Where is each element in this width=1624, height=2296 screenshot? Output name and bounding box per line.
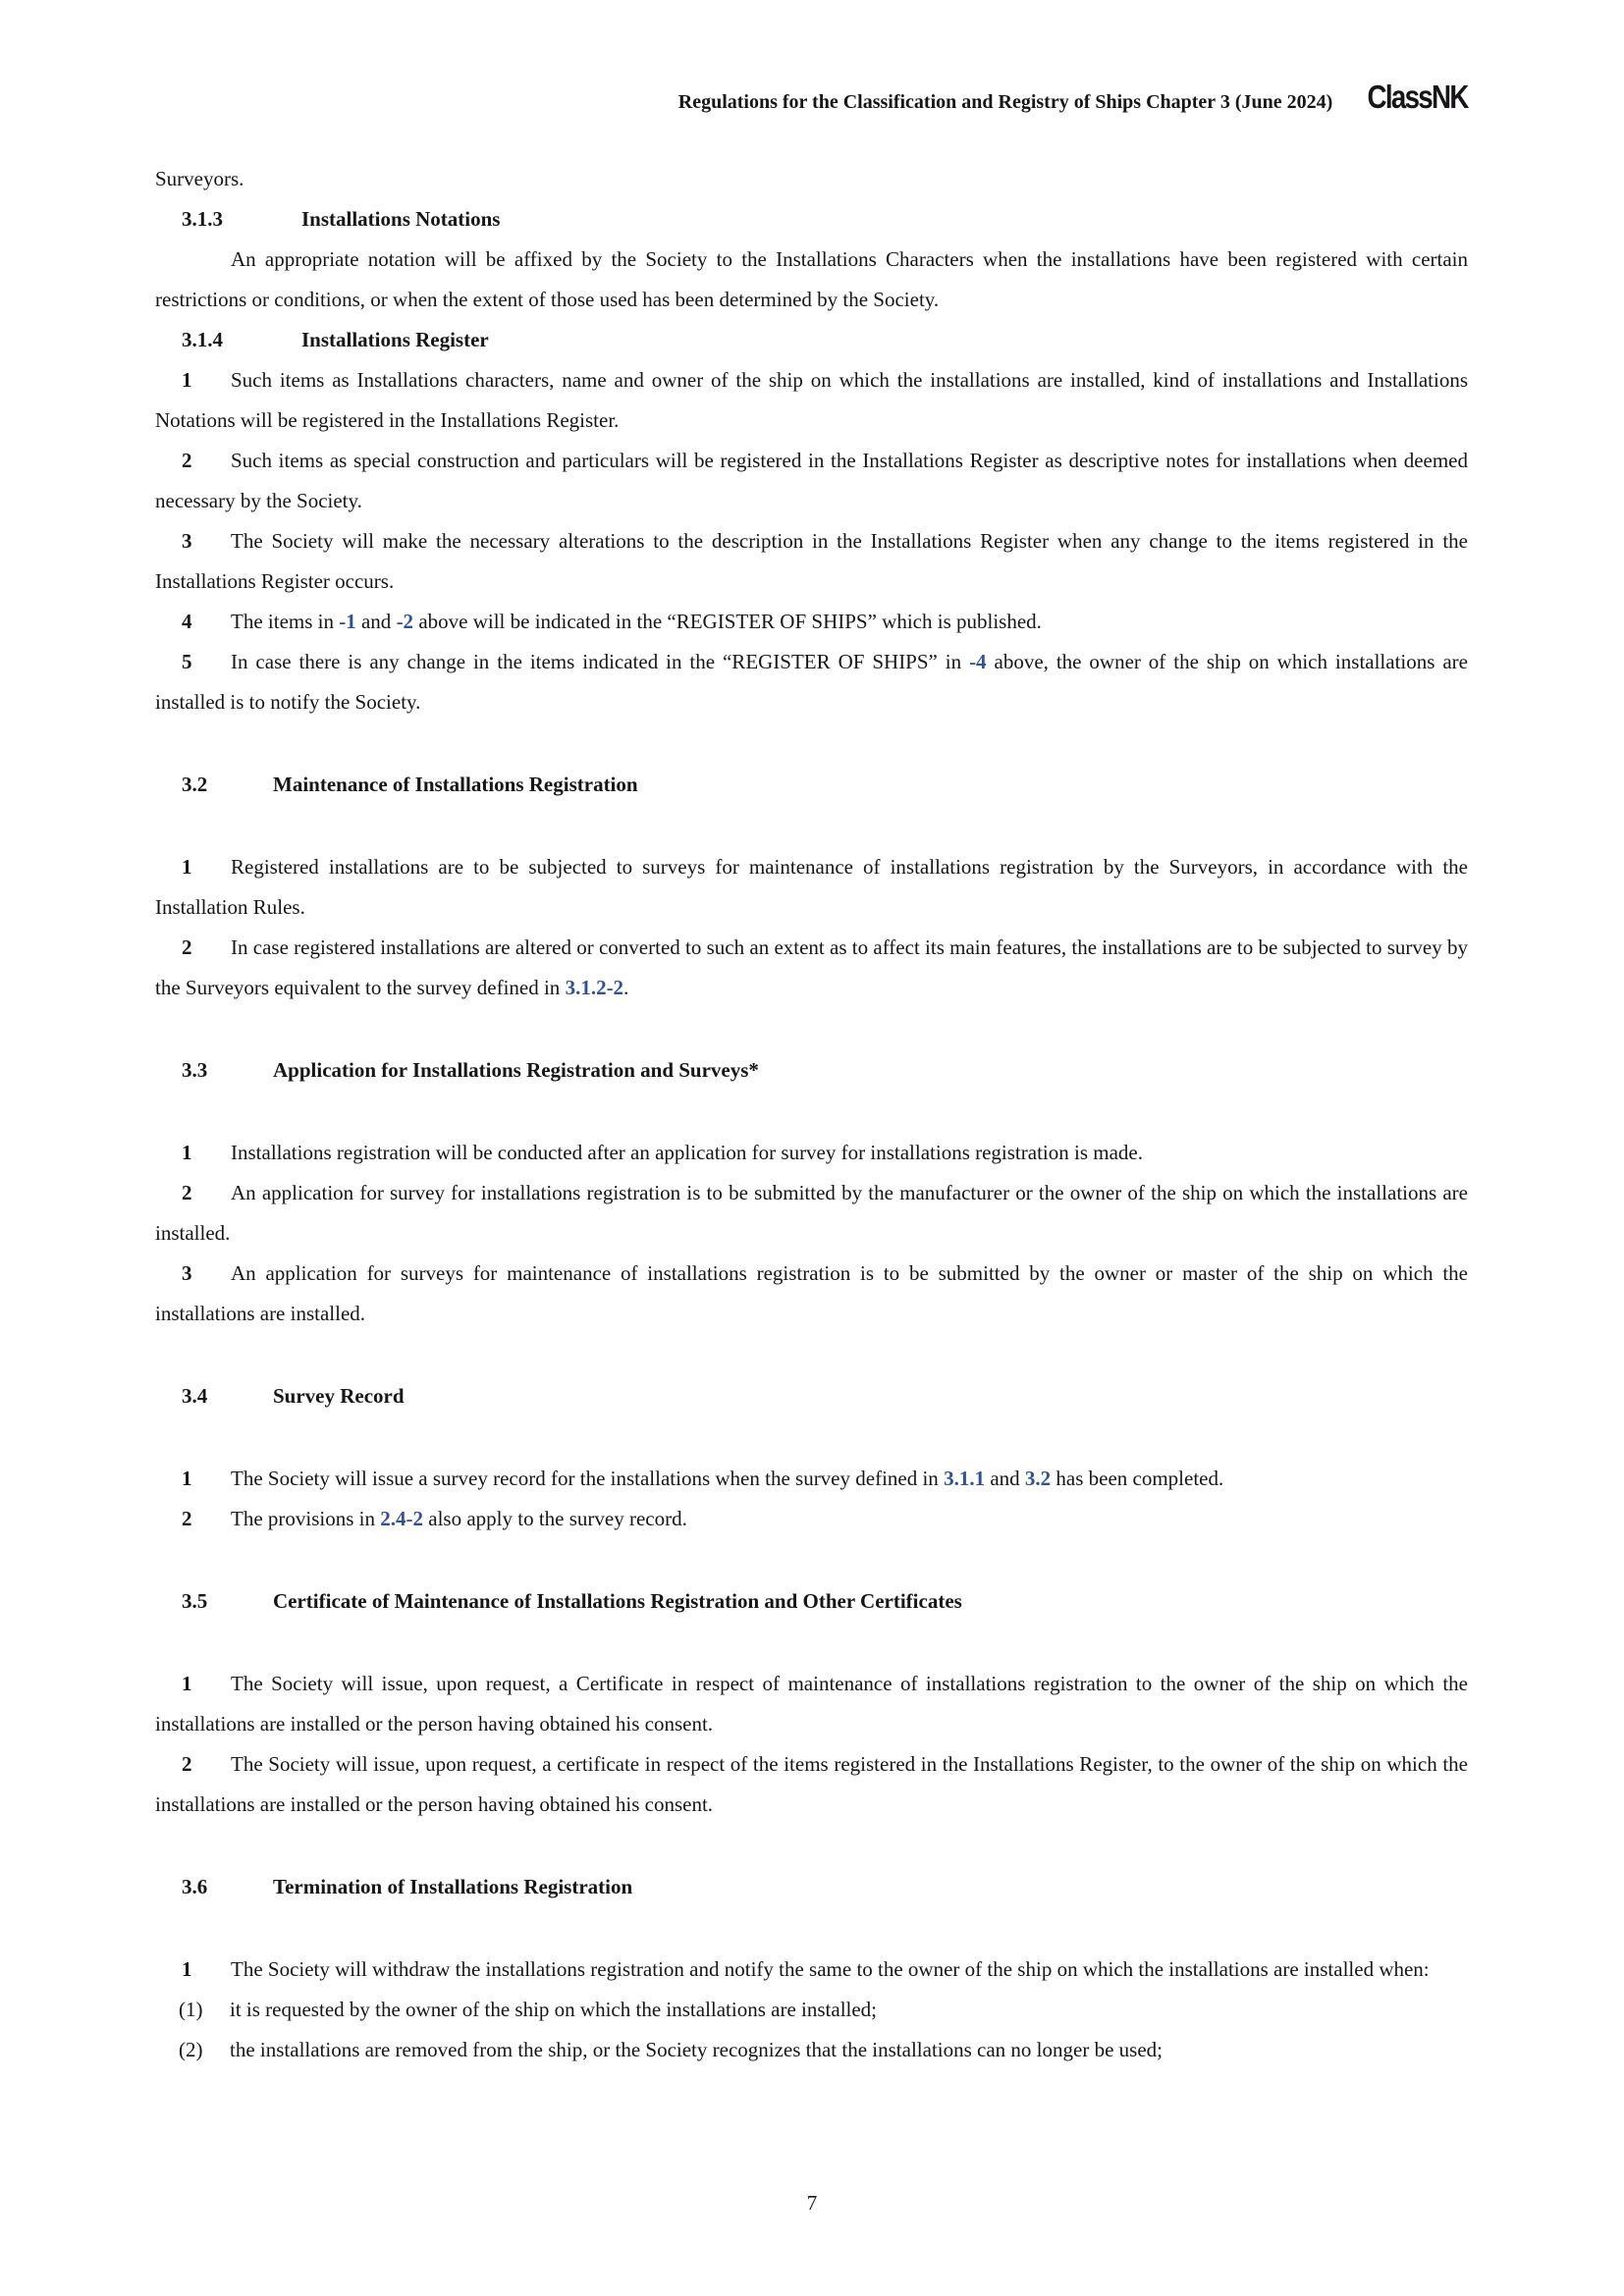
list-item <box>155 1133 1468 1173</box>
page-number: 7 <box>806 2191 818 2215</box>
cross-reference-link[interactable]: -2 <box>396 610 414 633</box>
text-segment: above, the owner of the ship on which installations are installed is to notify the Society. <box>155 650 1468 714</box>
text-segment: it is requested by the owner of the ship on which the installations are installed; <box>230 1998 878 2021</box>
text-segment: has been completed. <box>1051 1467 1224 1490</box>
list-item <box>155 1990 1468 2030</box>
section-number: 3.1.3 <box>182 207 223 231</box>
section-number: 3.4 <box>182 1384 208 1408</box>
text-segment: The Society will make the necessary alterations to the description in the Installations Register when any change to the items registered in the Installations Register occurs. <box>155 529 1468 593</box>
text-segment: The Society will issue, upon request, a certificate in respect of the items registered in the Installations Register, to the owner of the ship on which the installations are installed or the person having obtained his consent. <box>155 1752 1468 1816</box>
cross-reference-link[interactable]: -1 <box>339 610 356 633</box>
text-segment: . <box>623 976 629 999</box>
item-number: 2 <box>182 1752 192 1776</box>
section-heading <box>155 1376 1468 1416</box>
text-segment: The Society will issue, upon request, a Certificate in respect of maintenance of installations registration to the owner of the ship on which the installations are installed or the person having obtained his consent. <box>155 1672 1468 1735</box>
section-title: Installations Notations <box>301 207 501 231</box>
list-item <box>155 2030 1468 2070</box>
item-number: 3 <box>182 1261 192 1285</box>
text-segment: the installations are removed from the ship, or the Society recognizes that the installations can no longer be used; <box>230 2038 1163 2061</box>
section-heading <box>155 765 1468 805</box>
list-item <box>155 521 1468 602</box>
item-number: 2 <box>182 1181 192 1204</box>
list-item <box>155 1949 1468 1990</box>
text-segment: Surveyors. <box>155 167 244 190</box>
section-title: Maintenance of Installations Registration <box>273 773 638 796</box>
section-heading <box>155 1581 1468 1622</box>
section-heading <box>155 1050 1468 1091</box>
text-segment: The provisions in <box>231 1507 381 1530</box>
text-segment: An application for surveys for maintenance of installations registration is to be submitted by the owner or master of the ship on which the installations are installed. <box>155 1261 1468 1325</box>
list-item <box>155 1459 1468 1499</box>
item-number: 2 <box>182 449 192 472</box>
list-item <box>155 1744 1468 1825</box>
document-content <box>155 159 1468 2070</box>
section-number: 3.1.4 <box>182 328 223 351</box>
running-header-title: Regulations for the Classification and Registry of Ships Chapter 3 (June 2024) <box>677 91 1333 113</box>
text-segment: In case there is any change in the items indicated in the “REGISTER OF SHIPS” in <box>231 650 970 673</box>
list-item <box>155 602 1468 642</box>
cross-reference-link[interactable]: 3.1.2-2 <box>565 976 624 999</box>
list-item <box>155 1173 1468 1254</box>
section-title: Termination of Installations Registration <box>273 1875 633 1898</box>
item-number: 4 <box>182 610 192 633</box>
item-number: 1 <box>182 1467 192 1490</box>
section-number: 3.3 <box>182 1058 208 1082</box>
item-number: 1 <box>182 1672 192 1695</box>
item-number: 3 <box>182 529 192 553</box>
section-title: Survey Record <box>273 1384 405 1408</box>
cross-reference-link[interactable]: 3.2 <box>1024 1467 1052 1490</box>
list-item <box>155 642 1468 722</box>
section-heading <box>155 320 1468 360</box>
item-number: 1 <box>182 368 192 392</box>
list-item <box>155 1499 1468 1539</box>
section-title: Installations Register <box>301 328 489 351</box>
section-title: Certificate of Maintenance of Installations Registration and Other Certificates <box>273 1589 962 1613</box>
paragraph <box>155 159 1468 199</box>
list-item <box>155 360 1468 441</box>
section-number: 3.6 <box>182 1875 208 1898</box>
paragraph <box>155 240 1468 320</box>
section-heading <box>155 1867 1468 1907</box>
item-number: 5 <box>182 650 192 673</box>
text-segment: The Society will withdraw the installations registration and notify the same to the owner of the ship on which the installations are installed when: <box>231 1957 1430 1981</box>
item-number: 2 <box>182 1507 192 1530</box>
text-segment: above will be indicated in the “REGISTER OF SHIPS” which is published. <box>413 610 1042 633</box>
item-number: 1 <box>182 1141 192 1164</box>
section-title: Application for Installations Registration and Surveys* <box>273 1058 759 1082</box>
section-number: 3.5 <box>182 1589 208 1613</box>
cross-reference-link[interactable]: 2.4-2 <box>380 1507 423 1530</box>
item-number: (1) <box>179 1998 203 2021</box>
list-item <box>155 1254 1468 1334</box>
text-segment: also apply to the survey record. <box>423 1507 687 1530</box>
list-item <box>155 1664 1468 1744</box>
list-item <box>155 928 1468 1008</box>
page-footer <box>0 2183 1624 2223</box>
text-segment: and <box>355 610 397 633</box>
page-header <box>155 79 1468 116</box>
item-number: (2) <box>179 2038 203 2061</box>
text-segment: The Society will issue a survey record for the installations when the survey defined in <box>231 1467 945 1490</box>
text-segment: An application for survey for installations registration is to be submitted by the manufacturer or the owner of the ship on which the installations are installed. <box>155 1181 1468 1245</box>
text-segment: An appropriate notation will be affixed by the Society to the Installations Characters when the installations have been registered with certain restrictions or conditions, or when the extent of those used has been determined by the Society. <box>155 247 1468 311</box>
text-segment: Such items as special construction and particulars will be registered in the Installations Register as descriptive notes for installations when deemed necessary by the Society. <box>155 449 1468 512</box>
text-segment: and <box>985 1467 1025 1490</box>
list-item <box>155 441 1468 521</box>
item-number: 1 <box>182 855 192 879</box>
item-number: 1 <box>182 1957 192 1981</box>
section-number: 3.2 <box>182 773 208 796</box>
text-segment: The items in <box>231 610 340 633</box>
list-item <box>155 847 1468 928</box>
text-segment: Registered installations are to be subjected to surveys for maintenance of installations registration by the Surveyors, in accordance with the Installation Rules. <box>155 855 1468 919</box>
text-segment: Such items as Installations characters, name and owner of the ship on which the installations are installed, kind of installations and Installations Notations will be registered in the Installations Register. <box>155 368 1468 432</box>
cross-reference-link[interactable]: 3.1.1 <box>944 1467 986 1490</box>
cross-reference-link[interactable]: -4 <box>969 650 987 673</box>
item-number: 2 <box>182 935 192 959</box>
text-segment: Installations registration will be conducted after an application for survey for installations registration is made. <box>231 1141 1143 1164</box>
classnk-logo: ClassNK <box>1367 79 1468 115</box>
section-heading <box>155 199 1468 240</box>
text-segment: In case registered installations are altered or converted to such an extent as to affect its main features, the installations are to be subjected to survey by the Surveyors equivalent to the survey defined in <box>155 935 1468 999</box>
